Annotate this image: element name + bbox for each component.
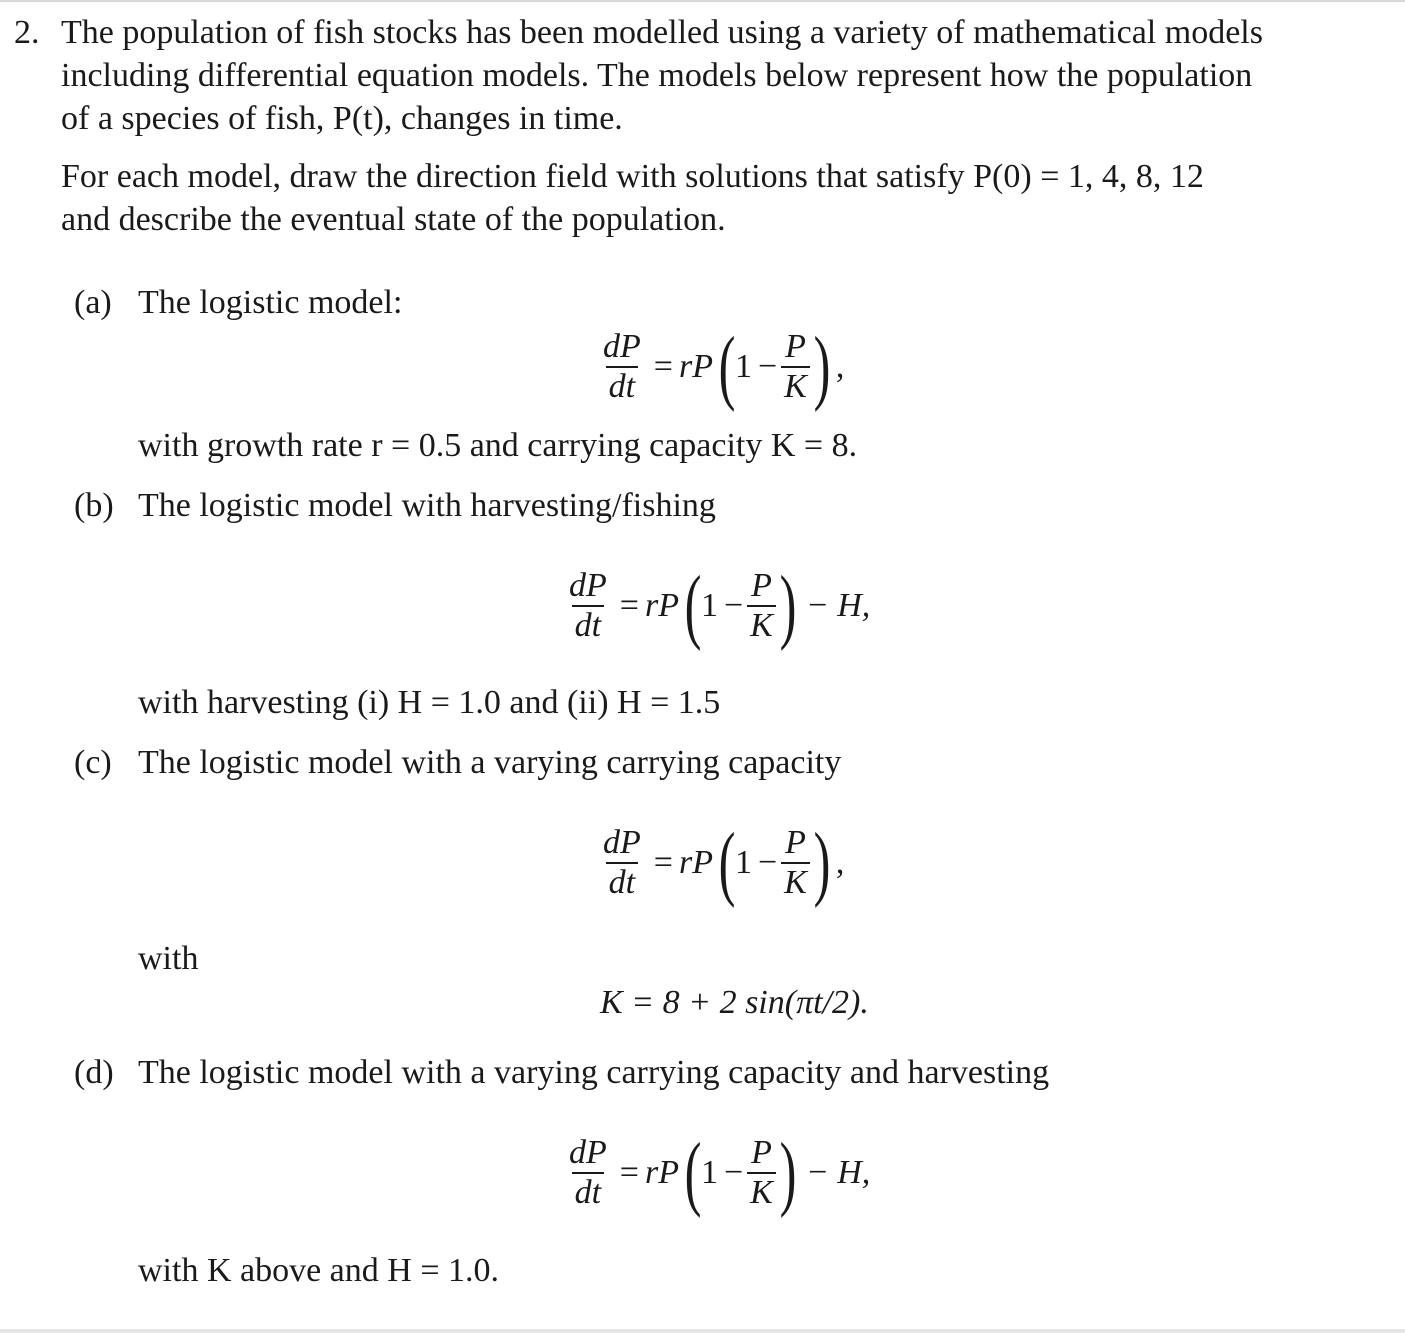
fraction-numerator: P bbox=[785, 824, 806, 861]
right-paren: ) bbox=[779, 1126, 797, 1219]
top-rule bbox=[0, 0, 1405, 2]
bottom-rule bbox=[0, 1329, 1405, 1333]
fraction-numerator: P bbox=[751, 567, 772, 604]
equation-b bbox=[562, 559, 871, 652]
equals-sign: = bbox=[619, 1154, 639, 1191]
question-number: 2. bbox=[14, 14, 40, 51]
fraction-denominator: K bbox=[747, 1172, 776, 1212]
part-c-label: (c) bbox=[74, 744, 112, 781]
fraction-denominator: K bbox=[747, 605, 776, 645]
right-paren: ) bbox=[779, 559, 797, 652]
part-a-condition: with growth rate r = 0.5 and carrying capacity K = 8. bbox=[138, 427, 858, 464]
rp-term: rP bbox=[678, 844, 713, 881]
part-c-title: The logistic model with a varying carrying capacity bbox=[138, 744, 842, 781]
p-over-k-fraction bbox=[747, 567, 776, 645]
p-over-k-fraction bbox=[747, 1134, 776, 1212]
fraction-denominator: K bbox=[781, 862, 810, 902]
intro-line-3: of a species of fish, P(t), changes in time. bbox=[61, 100, 623, 137]
minus-sign: − bbox=[757, 348, 778, 385]
left-paren: ( bbox=[684, 559, 702, 652]
instruction-line-2: and describe the eventual state of the population. bbox=[61, 201, 726, 238]
minus-sign: − bbox=[757, 844, 778, 881]
comma: , bbox=[835, 844, 845, 881]
part-d-condition: with K above and H = 1.0. bbox=[138, 1252, 500, 1289]
derivative-fraction bbox=[566, 1134, 610, 1212]
derivative-fraction bbox=[566, 567, 610, 645]
minus-sign: − bbox=[723, 1154, 744, 1191]
fraction-numerator: dP bbox=[569, 1134, 607, 1171]
part-d-label: (d) bbox=[74, 1054, 114, 1091]
equals-sign: = bbox=[619, 587, 639, 624]
harvest-term: − H, bbox=[805, 1154, 871, 1191]
k-equation: K = 8 + 2 sin(πt/2). bbox=[600, 984, 869, 1021]
one-term: 1 bbox=[700, 1154, 718, 1191]
p-over-k-fraction bbox=[781, 328, 810, 406]
rp-term: rP bbox=[678, 348, 713, 385]
left-paren: ( bbox=[718, 816, 736, 909]
intro-line-1: The population of fish stocks has been modelled using a variety of mathematical models bbox=[61, 14, 1263, 51]
intro-line-2: including differential equation models. The models below represent how the population bbox=[61, 57, 1253, 94]
equation-c bbox=[596, 816, 845, 909]
part-a-label: (a) bbox=[74, 284, 112, 321]
left-paren: ( bbox=[684, 1126, 702, 1219]
equation-a bbox=[596, 320, 845, 413]
instruction-line-1: For each model, draw the direction field with solutions that satisfy P(0) = 1, 4, 8, 12 bbox=[61, 158, 1204, 195]
derivative-fraction bbox=[600, 328, 644, 406]
part-c-with: with bbox=[138, 940, 199, 977]
comma: , bbox=[835, 348, 845, 385]
fraction-numerator: dP bbox=[603, 328, 641, 365]
equals-sign: = bbox=[653, 348, 673, 385]
fraction-denominator: dt bbox=[572, 605, 604, 645]
part-b-condition: with harvesting (i) H = 1.0 and (ii) H = 1.5 bbox=[138, 684, 721, 721]
right-paren: ) bbox=[813, 320, 831, 413]
equals-sign: = bbox=[653, 844, 673, 881]
fraction-denominator: K bbox=[781, 366, 810, 406]
part-b-label: (b) bbox=[74, 487, 114, 524]
minus-sign: − bbox=[723, 587, 744, 624]
one-term: 1 bbox=[734, 844, 752, 881]
right-paren: ) bbox=[813, 816, 831, 909]
fraction-numerator: dP bbox=[603, 824, 641, 861]
one-term: 1 bbox=[734, 348, 752, 385]
fraction-numerator: dP bbox=[569, 567, 607, 604]
equation-d bbox=[562, 1126, 871, 1219]
fraction-denominator: dt bbox=[606, 862, 638, 902]
derivative-fraction bbox=[600, 824, 644, 902]
p-over-k-fraction bbox=[781, 824, 810, 902]
fraction-denominator: dt bbox=[606, 366, 638, 406]
rp-term: rP bbox=[644, 1154, 679, 1191]
part-a-title: The logistic model: bbox=[138, 284, 403, 321]
part-d-title: The logistic model with a varying carrying capacity and harvesting bbox=[138, 1054, 1050, 1091]
part-b-title: The logistic model with harvesting/fishing bbox=[138, 487, 716, 524]
fraction-numerator: P bbox=[785, 328, 806, 365]
fraction-numerator: P bbox=[751, 1134, 772, 1171]
harvest-term: − H, bbox=[805, 587, 871, 624]
one-term: 1 bbox=[700, 587, 718, 624]
rp-term: rP bbox=[644, 587, 679, 624]
left-paren: ( bbox=[718, 320, 736, 413]
fraction-denominator: dt bbox=[572, 1172, 604, 1212]
